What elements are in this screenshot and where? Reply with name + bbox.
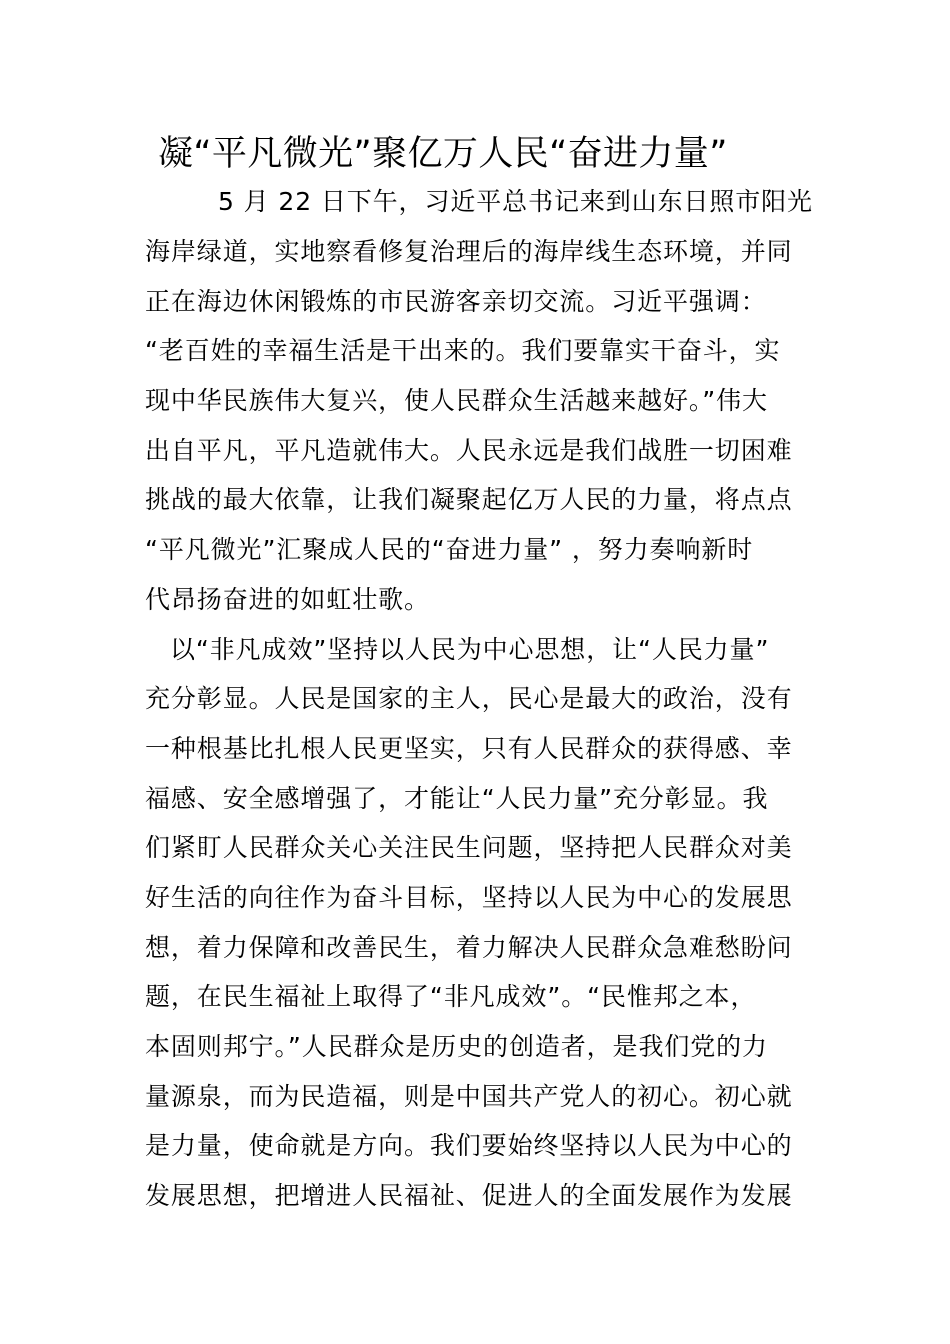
paragraph-1-line-6: 出自平凡，平凡造就伟大。人民永远是我们战胜一切困难: [145, 436, 793, 465]
paragraph-2-line-1: 以“非凡成效”坚持以人民为中心思想，让“人民力量”: [170, 635, 770, 664]
paragraph-2-line-12: 发展思想，把增进人民福祉、促进人的全面发展作为发展: [145, 1181, 793, 1210]
paragraph-2-line-9: 本固则邦宁。”人民群众是历史的创造者，是我们党的力: [145, 1032, 768, 1061]
paragraph-2-line-7: 想，着力保障和改善民生，着力解决人民群众急难愁盼问: [145, 933, 793, 962]
paragraph-1-line-1: 5 月 22 日下午，习近平总书记来到山东日照市阳光: [218, 187, 813, 216]
paragraph-1-line-8: “平凡微光”汇聚成人民的“奋进力量” ，努力奏响新时: [145, 535, 754, 564]
paragraph-2-line-3: 一种根基比扎根人民更坚实，只有人民群众的获得感、幸: [145, 734, 793, 763]
paragraph-1-line-7: 挑战的最大依靠，让我们凝聚起亿万人民的力量，将点点: [145, 485, 793, 514]
paragraph-1-line-2: 海岸绿道，实地察看修复治理后的海岸线生态环境，并同: [145, 237, 793, 266]
paragraph-1-line-4: “老百姓的幸福生活是干出来的。我们要靠实干奋斗，实: [145, 336, 781, 365]
paragraph-2-line-11: 是力量，使命就是方向。我们要始终坚持以人民为中心的: [145, 1131, 793, 1160]
paragraph-2-line-5: 们紧盯人民群众关心关注民生问题，坚持把人民群众对美: [145, 833, 793, 862]
paragraph-1-line-9: 代昂扬奋进的如虹壮歌。: [145, 585, 430, 614]
paragraph-2-line-4: 福感、安全感增强了，才能让“人民力量”充分彰显。我: [145, 784, 769, 813]
paragraph-2-line-10: 量源泉，而为民造福，则是中国共产党人的初心。初心就: [145, 1082, 793, 1111]
paragraph-1-line-5: 现中华民族伟大复兴，使人民群众生活越来越好。”伟大: [145, 386, 768, 415]
paragraph-2-line-6: 好生活的向往作为奋斗目标，坚持以人民为中心的发展思: [145, 883, 793, 912]
paragraph-2-line-2: 充分彰显。人民是国家的主人，民心是最大的政治，没有: [145, 684, 793, 713]
paragraph-2-line-8: 题，在民生福祉上取得了“非凡成效”。“民惟邦之本，: [145, 982, 757, 1011]
paragraph-1-line-3: 正在海边休闲锻炼的市民游客亲切交流。习近平强调：: [145, 287, 767, 316]
article-title: 凝“平凡微光”聚亿万人民“奋进力量”: [158, 134, 728, 174]
